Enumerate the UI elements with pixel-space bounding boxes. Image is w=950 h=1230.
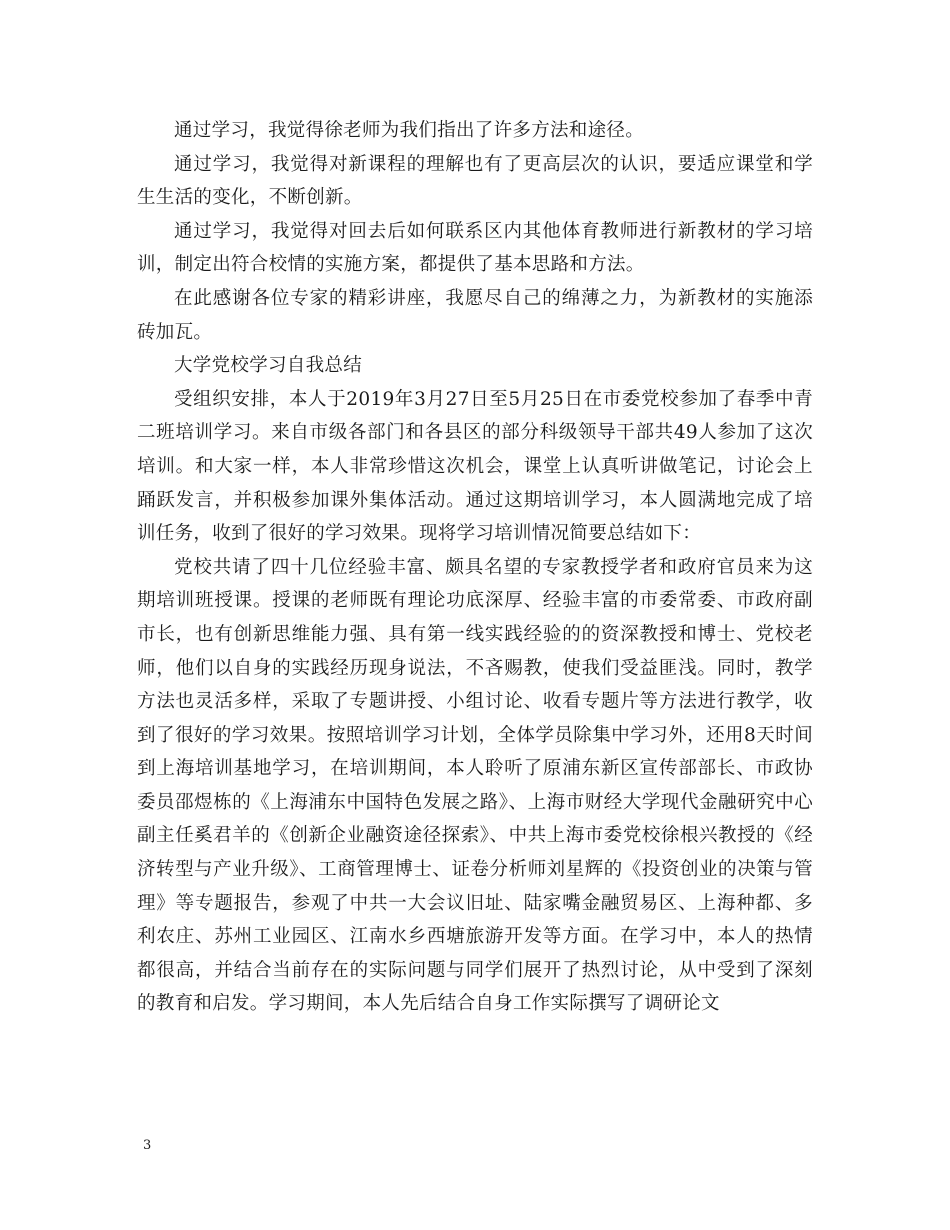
paragraph: 在此感谢各位专家的精彩讲座，我愿尽自己的绵薄之力，为新教材的实施添砖加瓦。 <box>137 287 813 343</box>
document-body <box>137 114 813 1021</box>
paragraph: 通过学习，我觉得对回去后如何联系区内其他体育教师进行新教材的学习培训，制定出符合校情的实施方案，都提供了基本思路和方法。 <box>137 220 813 276</box>
paragraph: 通过学习，我觉得对新课程的理解也有了更高层次的认识，要适应课堂和学生生活的变化，不断创新。 <box>137 153 813 209</box>
paragraph: 受组织安排，本人于2019年3月27日至5月25日在市委党校参加了春季中青二班培训学习。来自市级各部门和各县区的部分科级领导干部共49人参加了这次培训。和大家一样，本人非常珍惜这次机会，课堂上认真听讲做笔记，讨论会上踊跃发言，并积极参加课外集体活动。通过这期培训学习，本人圆满地完成了培训任务，收到了很好的学习效果。现将学习培训情况简要总结如下： <box>137 388 813 545</box>
paragraph: 通过学习，我觉得徐老师为我们指出了许多方法和途径。 <box>174 120 645 141</box>
page-number: 3 <box>143 1138 152 1153</box>
section-title: 大学党校学习自我总结 <box>174 355 363 377</box>
paragraph: 党校共请了四十几位经验丰富、颇具名望的专家教授学者和政府官员来为这期培训班授课。授课的老师既有理论功底深厚、经验丰富的市委常委、市政府副市长，也有创新思维能力强、具有第一线实践经验的的资深教授和博士、党校老师，他们以自身的实践经历现身说法，不吝赐教，使我们受益匪浅。同时，教学方法也灵活多样，采取了专题讲授、小组讨论、收看专题片等方法进行教学，收到了很好的学习效果。按照培训学习计划，全体学员除集中学习外，还用8天时间到上海培训基地学习，在培训期间，本人聆听了原浦东新区宣传部部长、市政协委员邵煜栋的《上海浦东中国特色发展之路》、上海市财经大学现代金融研究中心副主任奚君羊的《创新企业融资途径探索》、中共上海市委党校徐根兴教授的《经济转型与产业升级》、工商管理博士、证卷分析师刘星辉的《投资创业的决策与管理》等专题报告，参观了中共一大会议旧址、陆家嘴金融贸易区、上海种都、多利农庄、苏州工业园区、江南水乡西塘旅游开发等方面。在学习中，本人的热情都很高，并结合当前存在的实际问题与同学们展开了热烈讨论，从中受到了深刻的教育和启发。学习期间，本人先后结合自身工作实际撰写了调研论文 <box>137 556 813 1015</box>
